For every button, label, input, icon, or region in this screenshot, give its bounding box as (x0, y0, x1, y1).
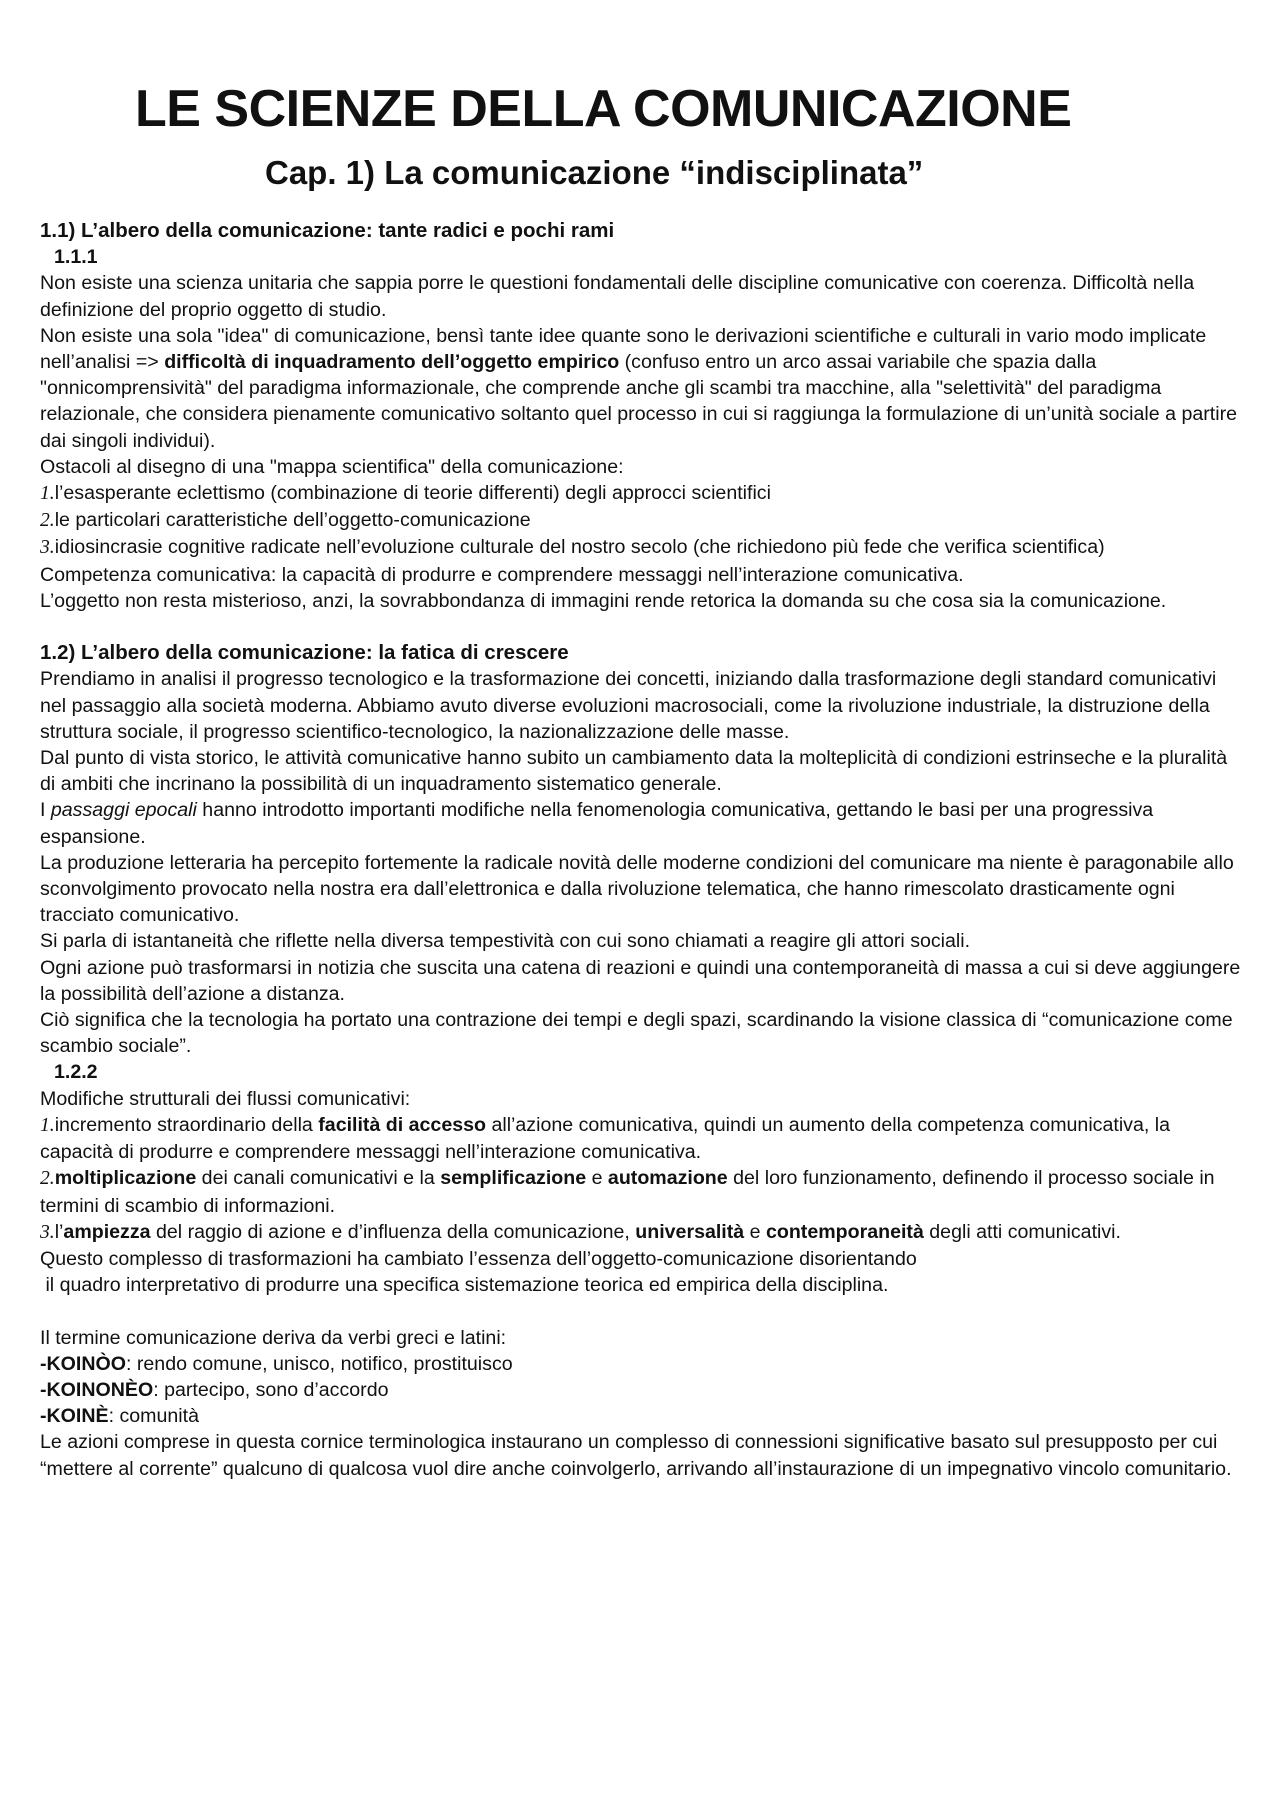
paragraph: Si parla di istantaneità che riflette nella diversa tempestività con cui sono chiamati a reagire gli attori sociali. (40, 930, 971, 953)
paragraph: Non esiste una sola "idea" di comunicazione, bensì tante idee quante sono le derivazioni scientifiche e culturali in vario modo implicate nell’analisi => difficoltà di inquadramento dell’oggetto empirico (confuso entro un arco assai variabile che spazia dalla "onnicomprensività" del paradigma informazionale, che comprende anche gli scambi tra macchine, alla "selettività" del paradigma relazionale, che considera pienamente comunicativo soltanto quel processo in cui si raggiunga la formulazione di un’unità sociale a partire dai singoli individui). (40, 324, 1238, 452)
etymology-item: -KOINÒO: rendo comune, unisco, notifico, prostituisco (40, 1352, 513, 1375)
paragraph: Il termine comunicazione deriva da verbi greci e latini: (40, 1326, 507, 1349)
paragraph: L’oggetto non resta misterioso, anzi, la sovrabbondanza di immagini rende retorica la domanda su che cosa sia la comunicazione. (40, 589, 1167, 612)
list-item: 3.l’ampiezza del raggio di azione e d’influenza della comunicazione, universalità e contemporaneità degli atti comunicativi. (40, 1220, 1121, 1243)
etymology-item: -KOINÈ: comunità (40, 1405, 199, 1428)
italic-phrase: passaggi epocali (50, 799, 197, 822)
paragraph: Prendiamo in analisi il progresso tecnologico e la trasformazione dei concetti, iniziando dalla trasformazione degli standard comunicativi nel passaggio alla società moderna. Abbiamo avuto diverse evoluzioni macrosociali, come la rivoluzione industriale, la distruzione della struttura sociale, il progresso scientifico-tecnologico, la nazionalizzazione delle masse. (40, 668, 1217, 743)
list-item: 3.idiosincrasie cognitive radicate nell’evoluzione culturale del nostro secolo (che richiedono più fede che verifica scientifica) (40, 536, 1105, 559)
paragraph: Dal punto di vista storico, le attività comunicative hanno subito un cambiamento data la molteplicità di condizioni estrinseche e la pluralità di ambiti che incrinano la possibilità di un inquadramento sistematico generale. (40, 747, 1228, 796)
paragraph: Questo complesso di trasformazioni ha cambiato l’essenza dell’oggetto-comunicazione disorientando (40, 1247, 917, 1270)
section-heading-1-1: 1.1) L’albero della comunicazione: tante radici e pochi rami (40, 219, 615, 242)
etymology-item: -KOINONÈO: partecipo, sono d’accordo (40, 1378, 389, 1401)
paragraph: Modifiche strutturali dei flussi comunicativi: (40, 1087, 411, 1110)
subsection-number: 1.1.1 (54, 246, 98, 269)
paragraph: il quadro interpretativo di produrre una specifica sistemazione teorica ed empirica della disciplina. (40, 1274, 889, 1297)
paragraph: Ostacoli al disegno di una "mappa scientifica" della comunicazione: (40, 455, 624, 478)
paragraph: Le azioni comprese in questa cornice terminologica instaurano un complesso di connessioni significative basato sul presupposto per cui “mettere al corrente” qualcuno di qualcosa vuol dire anche coinvolgerlo, arrivando all’instaurazione di un impegnativo vincolo comunitario. (40, 1431, 1232, 1480)
paragraph: La produzione letteraria ha percepito fortemente la radicale novità delle moderne condizioni del comunicare ma niente è paragonabile allo sconvolgimento provocato nella nostra era dall’elettronica e dalla rivoluzione telematica, che hanno rimescolato drasticamente ogni tracciato comunicativo. (40, 851, 1234, 927)
list-item: 2.le particolari caratteristiche dell’oggetto-comunicazione (40, 509, 531, 532)
spacer (40, 614, 1245, 640)
list-item: 1.l’esasperante eclettismo (combinazione di teorie differenti) degli approcci scientifici (40, 482, 771, 505)
paragraph: Ogni azione può trasformarsi in notizia che suscita una catena di reazioni e quindi una contemporaneità di massa a cui si deve aggiungere la possibilità dell’azione a distanza. (40, 956, 1241, 1005)
paragraph: Ciò significa che la tecnologia ha portato una contrazione dei tempi e degli spazi, scardinando la visione classica di “comunicazione come scambio sociale”. (40, 1009, 1233, 1058)
chapter-title: Cap. 1) La comunicazione “indisciplinata” (265, 154, 924, 191)
document-title: LE SCIENZE DELLA COMUNICAZIONE (135, 80, 1072, 138)
section-heading-1-2: 1.2) L’albero della comunicazione: la fatica di crescere (40, 641, 569, 665)
list-item: 1.incremento straordinario della facilità di accesso all’azione comunicativa, quindi un aumento della competenza comunicativa, la capacità di produrre e comprendere messaggi nell’interazione comunicativa. (40, 1113, 1171, 1164)
bold-phrase: difficoltà di inquadramento dell’oggetto empirico (164, 351, 620, 374)
list-item: 2.moltiplicazione dei canali comunicativi e la semplificazione e automazione del loro funzionamento, definendo il processo sociale in termini di scambio di informazioni. (40, 1167, 1215, 1217)
paragraph: Non esiste una scienza unitaria che sappia porre le questioni fondamentali delle discipline comunicative con coerenza. Difficoltà nella definizione del proprio oggetto di studio. (40, 272, 1195, 321)
spacer (40, 1298, 1245, 1324)
paragraph: Competenza comunicativa: la capacità di produrre e comprendere messaggi nell’interazione comunicativa. (40, 563, 964, 586)
document-body (40, 218, 1245, 1482)
paragraph: I passaggi epocali hanno introdotto importanti modifiche nella fenomenologia comunicativa, gettando le basi per una progressiva espansione. (40, 799, 1154, 848)
subsection-number: 1.2.2 (54, 1061, 98, 1084)
